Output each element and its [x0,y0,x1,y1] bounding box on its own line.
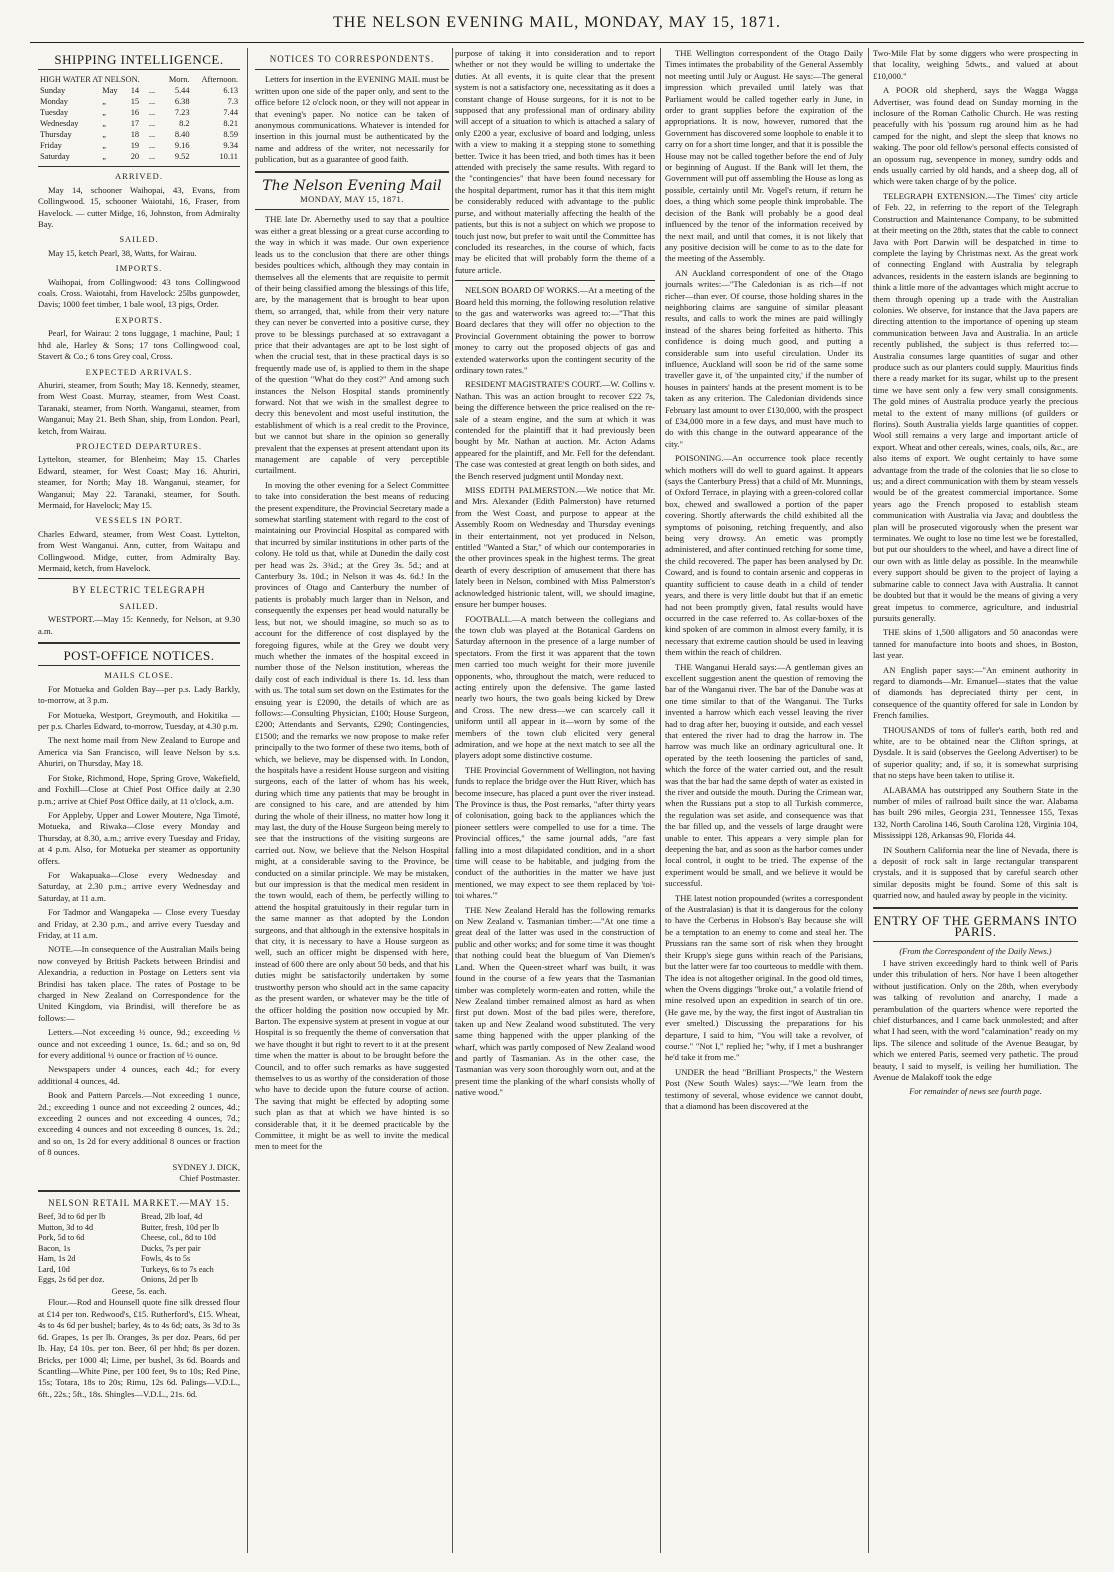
tide-cell: „ [102,108,106,118]
divider [38,665,240,666]
market-item: Bread, 2lb loaf, 4d [141,1211,203,1221]
leader-paragraph: In moving the other evening for a Select Committee to take into consideration the best means of reducing the present expenditure, the Provincial Secretary made a somewhat startling statement with regard to the cost of maintaining our Provincial Hospital as compared with that incurred by similar institutions in other parts of the colony. He told us that, while at Dunedin the daily cost per head was 2s. 3¾d.; at the Grey 3s. 5d.; and at Canterbury 3s. 10d.; in Nelson it was 4s. 6d.! In the provinces of Otago and Canterbury the number of patients is probably much larger than in Nelson, and consequently the expenses per head would naturally be less, but not, we should imagine, so much so as to account for the difference of cost displayed by the foregoing figures, while at the Grey we doubt very much whether the inmates of the hospital exceed in number those of the Nelson institution, whereas the daily cost of each individual is there 1s. 1d. less than with us. The total sum set down on the Estimates for the ensuing year is £2090, the details of which are as follows:—Consulting Physician, £100; House Surgeon, £200; Attendants and Servants, £290; Contingencies, £1500; and the remarks we now propose to make refer principally to the two former of these two items, both of which, we believe, may be dispensed with. In London, the hospitals have a resident House surgeon and visiting surgeons, each of the latter of whom has his week, during which time any patients that may be brought in are consigned to his care, and are attended by him during the whole of their illness, no matter how long it may last, the duty of the House Surgeon being merely to see that the instructions of the visiting surgeons are carried out. Now, we believe that the Nelson Hospital might, at a considerable saving to the Province, be conducted on a similar principle. We may be mistaken, but our impression is that the medical men resident in the town would, each of them, be perfectly willing to attend the hospital gratuitously in their regular turn in the same manner as that adopted by the London surgeons, and that although in the extensive hospitals in that city, it is necessary to have a House surgeon as well, such an officer might be dispensed with here, instead of 600 there are only about 50 beds, and that his duties might be satisfactorily undertaken by some trustworthy person who should act in the same capacity as the present warden, or whatever may be the title of the officer holding the position now occupied by Mr. Barton. The expensive system at present in vogue at our Hospital is so frequently the theme of conversation that we have thought it but right to revert to it at the present time when the matter is about to be brought before the Council, and to offer such remarks as have suggested themselves to us as worthy of the consideration of those who have to decide upon the future course of action. The saving that might be effected by adopting some such plan as that at which we have hinted is so considerable that, it it be deemed practicable by the Committee, it might be as well to invite the medical men to meet for the [255,479,449,1152]
vessels-text: Charles Edward, steamer, from West Coast. Lyttelton, from West Wanganui. Ann, cutter, from Waitapu and Collingwood. Midge, cutter, from Admiralty Bay. Mermaid, ketch, from Havelock. [38,528,240,573]
imports-text: Waihopai, from Collingwood: 43 tons Collingwood coals. Cross. Waiotahi, from Havelock: 25lbs gunpowder, Davis; 1000 feet timber, 1 bale wool, 13 pigs, Order. [38,276,240,310]
market-item: Lard, 10d [38,1264,70,1274]
postage-letters: Letters.—Not exceeding ½ ounce, 9d.; exceeding ½ ounce and not exceeding 1 ounce, 1s. 6d.; and so on, 9d for every additional ½ ounce or fraction of ½ ounce. [38,1027,240,1061]
tide-cell: 7.3 [227,97,238,107]
tide-cell: 7.23 [174,108,190,118]
tide-cell: 9.52 [174,152,190,162]
tide-cell: 9.16 [174,141,190,151]
paper-date: MONDAY, MAY 15, 1871. [300,194,404,205]
article-telegraph: TELEGRAPH EXTENSION.—The Times' city article of Feb. 22, in referring to the report of the Telegraph Construction and Maintenance Company, to be submitted at their meeting on the 28th, states that the cable to connect Java with Port Darwin will be despatched in time to complete the laying by Christmas next. As the great work of connecting England with Australia by telegraph advances, residents in the eastern islands are beginning to think a little more of the advantages which might accrue to them through opening up a trade with the Australian colonies. We observe, for instance that the Java papers are directing attention to the importance of opening up steam communication between Java and Australia. In an article recently published, the subject is thus referred to:—Australia consumes large quantities of sugar and other produce such as our planters could supply. Mauritius finds there a ready market for its sugar, whilst up to the present time we have sent only a few very small consignments. The gold mines of Australia produce yearly the precious metal to the extent of many millions (of guilders or florins). South Australia yields large quantities of copper. Wool still remains a very large and important article of export. Wheat and other cereals, wines, coals, oils, &c., are also items of export. We ought certainly to have some advantage from the trade of the colonies that lie so close to us; and a direct communication with them by steam vessels would be of the greatest commercial importance. Some years ago the French proposed to establish steam communication with Australia via Java; and doubtless the plan will be prosecuted vigorously when the present war terminates. We ought to lose no time lest we be forestalled, but put our shoulders to the wheel, and have a direct line of our own with as little delay as possible. In the meanwhile every support should be given to the project of laying a submarine cable to connect Java with Australia. It cannot be doubted but that it would be the means of giving a very great impetus to commerce, agriculture, and industrial pursuits generally. [873,190,1078,623]
divider [38,69,240,70]
tide-cell: ... [148,130,156,140]
mails-item: For Motueka and Golden Bay—per p.s. Lady Barkly, to-morrow, at 3 p.m. [38,683,240,706]
masthead-rule [30,42,1084,43]
market-title: NELSON RETAIL MARKET.—MAY 15. [48,1197,230,1208]
tide-cell: 16 [130,108,140,118]
divider [38,578,240,579]
postage-note: NOTE.—In consequence of the Australian Mails being now conveyed by British Packets between Brindisi and Alexandria, a reduction in Postage on Letters sent via Brindisi has taken place. The rates of Postage to be charged in New Zealand on Correspondence for the United Kingdom, via Brindisi, will therefore be as follows:— [38,944,240,1023]
notices-text: Letters for insertion in the EVENING MAIL must be written upon one side of the paper only, and sent to the office before 12 o'clock noon, or they will not appear in that evening's paper. No notice can be taken of anonymous communications. Whatever is intended for insertion in this journal must be authenticated by the name and address of the writer, not necessarily for publication, but as a guarantee of good faith. [255,74,449,165]
tide-cell: Wednesday [40,119,79,129]
divider [873,941,1078,942]
masthead-title: THE NELSON EVENING MAIL, MONDAY, MAY 15, 1871. [333,14,781,31]
market-item: Fowls, 4s to 5s [141,1254,191,1264]
tide-cell: ... [148,119,156,129]
vessels-title: VESSELS IN PORT. [95,515,183,526]
post-office-title: POST-OFFICE NOTICES. [63,648,215,664]
article-shepherd: A POOR old shepherd, says the Wagga Wagga Advertiser, was found dead on Sunday morning in the inclosure of the Roman Catholic Church. He was resting peacefully with his 'possum rug around him as he had camped for the night, and slept the sleep that knows no waking. The poor old fellow's personal effects consisted of an opossum rug, sevenpence in money, sundry odds and ends usually carried by old hands, and a sheep dog, all of which were taken charge of by the police. [873,85,1078,187]
tide-cell: Monday [40,97,68,107]
postmaster-signature: SYDNEY J. DICK, [172,1161,240,1172]
article-wellington: THE Provincial Government of Wellington, not having funds to replace the bridge over the Hutt River, which has become insecure, has placed a punt over the river instead. The Province is thus, the Post remarks, "after thirty years of colonisation, going back to the appliances which the pioneer settlers were compelled to use for a time. The Provincial offices," the same journal adds, "are fast falling into a most dilapidated condition, and in a short time will cease to be habitable, and judging from the conduct of the authorities in the matter we have just mentioned, we may expect to see them replaced by 'toi-toi whares.'" [455,764,655,901]
shipping-title: SHIPPING INTELLIGENCE. [54,52,224,67]
column-1 [38,48,240,1553]
exports-text: Pearl, for Wairau: 2 tons luggage, 1 machine, Paul; 1 hhd ale, Harley & Sons; 17 tons Collingwood coal, Stavert & Co.; 6 tons Grey coal, Cross. [38,328,240,362]
market-item: Butter, fresh, 10d per lb [141,1222,219,1232]
article-auckland: AN Auckland correspondent of one of the Otago journals writes:—"The Caledonian is as rich—if not richer—than ever. Of course, those holding shares in the neighboring claims are sanguine of similar pleasant results, and calls to work the mines are paid willingly instead of the shares being forfeited as hitherto. This confidence is doing much good, and putting a considerable sum into useful circulation. Under its influence, Auckland will soon be rid of the same some traveller gave it, of 'the unpainted city,' if the number of houses in painters' hands at the present moment is to be taken as any criterion. The Caledonian dividends since February last amount to over £130,000, with the prospect of £34,000 more in a few days, and must have much to do with this change in the outward appearance of the city." [665,267,863,449]
article-diamonds: AN English paper says:—"An eminent authority in regard to diamonds—Mr. Emanuel—states that the value of diamonds has depreciated thirty per cent, in consequence of the quantity offered for sale in London by French families. [873,664,1078,721]
column-3 [455,48,655,1553]
entry-text: I have striven exceedingly hard to think well of Paris under this tribulation of hers. Nor have I been altogether without justification. Only on the 28th, when everybody was talking of revolution and anarchy, I made a perambulation of the quarters whence were reported the chief disturbances, and I came back unmolested; and after what I had seen, with the word "calamination" ready on my lips. The silence and solitude of the Avenue Beaugar, by which we entered Paris, seemed very pathetic. The proud beauty, I said to myself, is veiling her humiliation. The Avenue de Malakoff took the edge [873,957,1078,1082]
article-california: IN Southern California near the line of Nevada, there is a deposit of rock salt in large rectangular transparent crystals, and it is supposed that by careful search other similar deposits might be found. Some of this salt is quarried now, and hauled away by people in the vicinity. [873,844,1078,901]
article-alabama: ALABAMA has outstripped any Southern State in the number of miles of railroad built since the war. Alabama has built 296 miles, Georgia 231, Tennessee 155, Texas 132, North Carolina 146, South Carolina 128, Virginia 104, Mississippi 128, Arkansas 90, Florida 44. [873,784,1078,841]
tide-cell: ... [148,97,156,107]
tide-cell: 9.34 [223,141,238,151]
article-herald: THE New Zealand Herald has the following remarks on New Zealand v. Tasmanian timber:—"At one time a great deal of the latter was used in the construction of public and other works; and for some time it was thought that nothing could beat the bluegum of Van Diemen's Land. When the Queen-street wharf was built, it was found in the course of a few years that the Tasmanian timber was completely worm-eaten and rotten, while the New Zealand timber remained almost as hard as when first put down. Most of the bad piles were, therefore, taken up and New Zealand wood substituted. The very same thing happened with the upper planking of the wharf, which was partly composed of New Zealand wood and partly of Tasmanian. As in the other case, the Tasmanian was very soon thoroughly worn out, and at the present time the planking of the wharf consists wholly of native wood." [455,904,655,1098]
tide-cell: Thursday [40,130,72,140]
arrived-text: May 14, schooner Waihopai, 43, Evans, from Collingwood. 15, schooner Waiotahi, 16, Fraser, from Havelock. — cutter Midge, 16, Johnston, from Admiralty Bay. [38,184,240,230]
column-4 [665,48,863,1553]
tide-cell: ... [148,86,156,96]
leader-paragraph: THE late Dr. Abernethy used to say that a poultice was either a great blessing or a great curse according to the way in which it was made. Our own experience leads us to the conclusion that there are other things besides poultices which, although they may contain in themselves all the elements that are requisite to permit of their being classified among the blessings of this life, are, by the management that is brought to bear upon them, so arranged, that, while from their very nature they can never be converted into a positive curse, they prove to be blessings purchased at so extravagant a price that their advantages are apt to be lost sight of when the crucial test, that in these practical days is so frequently made use of, is applied to them in the shape of the question "What do they cost?" And among such instances the Nelson Hospital stands prominently forward. Not that we wish in the smallest degree to decry this benevolent and most useful institution, the establishment of which is a real credit to the Province, but we cannot but share in the opinion so generally prevalent that the expenses at present attendant upon its management are capable of very perceptible curtailment. [255,214,449,476]
tide-row [38,151,240,162]
projected-text: Lyttelton, steamer, for Blenheim; May 15. Charles Edward, steamer, for West Coast; May 16. Ahuriri, steamer, for North; May 18. Wanganui, steamer, for Wanganui; May 22. Taranaki, steamer, for South. Mermaid, for Havelock; May 15. [38,454,240,510]
tide-cell: 19 [130,141,140,151]
market-item: Ham, 1s 2d [38,1254,76,1264]
mails-item: For Wakapuaka—Close every Wednesday and Saturday, at 2.30 p.m.; arrive every Wednesday and Saturday, at 11 a.m. [38,869,240,903]
sailed-title: SAILED. [119,234,159,245]
article-wanganui: THE Wanganui Herald says:—A gentleman gives an excellent suggestion anent the question of removing the bar of the Wanganui river. The bar of the Danube was at one time similar to that of the Wanganui. The Turks invented a harrow which each vessel leaving the river had to drag after her, buoying it outside, and each vessel that entered the river had to drag the harrow in. The harrow was much like an ordinary agricultural one. It operated by the teeth loosening the particles of sand, which the force of the water carried out, and the result was that the bar had the same depth of water as existed in the river and outside the mouth. During the Crimean war, when the Russians put a stop to all Turkish commerce, the regulation was set aside, and consequence was that the bar filled up, and the vessels of large draught were unable to enter. This appears a very simple plan for deepening the bar, and as soon as the harbor comes under local control, it ought to be tried. The expense of the experiment would be small, and we believe it would be successful. [665,661,863,889]
article-australasian: THE latest notion propounded (writes a correspondent of the Australasian) is that it is dangerous for the colony to have the Cerberus in Hobson's Bay because she will be a temptation to an enemy to come and steal her. The Prussians ran the same sort of risk when they brought their Krupp's siege guns within reach of the Parisians, but the latter were far too courteous to meddle with them. The idea is not altogether original. In the good old times, when the Ovens diggings "broke out," a volatile friend of mine resolved upon an expedition in search of tin ore. (He gave me, by the way, the first ingot of Australian tin ever smelted.) Discussing the preparations for his departure, I said to him, "You will take a revolver, of course." "Not I," replied he; "why, if I met a bushranger he'd take it from me." [665,892,863,1063]
column-divider [247,48,248,1553]
tide-cell: 8.2 [179,119,190,129]
tide-cell: 6.38 [174,97,190,107]
market-item: Onions, 2d per lb [141,1275,198,1285]
footer-note: For remainder of news see fourth page. [909,1087,1042,1097]
market-item: Beef, 3d to 6d per lb [38,1211,106,1221]
column-divider [660,48,661,1553]
market-item: Turkeys, 6s to 7s each [141,1264,214,1274]
divider [38,166,240,167]
divider [873,907,1078,909]
mails-title: MAILS CLOSE. [104,670,174,681]
telegraph-text: WESTPORT.—May 15: Kennedy, for Nelson, at 9.30 a.m. [38,614,240,636]
tide-cell: 8.21 [223,119,238,129]
postage-newspapers: Newspapers under 4 ounces, each 4d.; for every additional 4 ounces, 4d. [38,1064,240,1086]
tide-row [38,96,240,107]
tide-cell: „ [102,152,106,162]
telegraph-title: BY ELECTRIC TELEGRAPH [72,585,206,596]
divider [255,171,449,173]
market-item: Mutton, 3d to 4d [38,1222,94,1232]
article-board-of-works: NELSON BOARD OF WORKS.—At a meeting of the Board held this morning, the following resolution relative to the gas and waterworks was agreed to:—"That this Board declares that they will offer no objection to the Provincial Government obtaining the power to borrow money to carry out the proposed objects of gas and extended waterworks upon the contingent security of the ordinary town rates." [455,285,655,375]
entry-byline: (From the Correspondent of the Daily News.) [899,947,1052,957]
market-item: Pork, 5d to 6d [38,1233,85,1243]
postage-book: Book and Pattern Parcels.—Not exceeding 1 ounce, 2d.; exceeding 1 ounce and not exceeding 2 ounces, 4d.; exceeding 2 ounces and not exceeding 4 ounces, 7d.; exceeding 4 ounces and not exceeding 8 ounces, 1s. 2d.; and so on, 1s 2d for every additional 8 ounces or fraction of 8 ounces. [38,1090,240,1158]
tide-row [38,85,240,96]
tide-row [38,129,240,140]
imports-title: IMPORTS. [115,263,163,274]
article-prospects: UNDER the head "Brilliant Prospects," the Western Post (New South Wales) says:—"We learn from the testimony of several, whose evidence we cannot doubt, that a diamond has been discovered at the [665,1066,863,1111]
column-divider [868,48,869,1553]
mails-item: For Appleby, Upper and Lower Moutere, Nga Timoté, Motueka, and Riwaka—Close every Monday and Thursday, at 8.30, a.m.; arrive every Tuesday and Friday, at 4 p.m. Also, for Motueka per steamer as opportunity offers. [38,809,240,866]
leader-continuation: purpose of taking it into consideration and to report whether or not they would be willing to undertake the duties. At all events, it is quite clear that the present system is not a satisfactory one, necessitating as it does a constant change of House surgeons, for it is not to be supposed that any professional man of ordinary ability will accept of a situation to which is attached a salary of only £200 a year, exclusive of board and lodging, unless with a view to making it a stepping stone to something better. Twice it has been tried, and both times has it been attended with precisely the same results. With regard to the "contingencies" that have been found necessary for the hospital department, rumor has it that this item might be considerably reduced with advantage to the public purse, and without materially affecting the health of the patients, but this is not a subject on which we propose to touch just now, but prefer to wait until the Committee has concluded its researches, in the course of which, facts may be elicited that will probably form the theme of a future article. [455,48,655,275]
market-more: Flour.—Rod and Hounsell quote fine silk dressed flour at £14 per ton. Redwood's, £15. Rutherford's, £15. Wheat, 4s to 4s 6d per bushel; barley, 4s to 4s 6d; oats, 3s 3d to 3s 6d. Grapes, 1s per lb. Oranges, 3s per doz. Pears, 6d per lb. Hay, £4 10s. per ton. Beer, 6l per hhd; 8s per dozen. Bricks, per 1000 4l; Lime, per bushel, 3s 6d. Boards and Scantling—White Pine, per 100 feet, 9s to 10s; Red Pine, 15s; Totara, 18s to 20s; Rimu, 12s 6d. Palings—V.D.L., 6ft., 22s.; 5ft., 18s. Shingles—V.D.L., 21s. 6d. [38,1297,240,1399]
sailed-text: May 15, ketch Pearl, 38, Watts, for Wairau. [48,247,197,258]
tide-cell: 5.44 [174,86,190,96]
tide-row [38,107,240,118]
paper-masthead: The Nelson Evening Mail [262,177,442,194]
postmaster-title: Chief Postmaster. [179,1173,240,1184]
tide-cell: May [102,86,118,96]
tide-cell: 18 [130,130,140,140]
article-court: RESIDENT MAGISTRATE'S COURT.—W. Collins v. Nathan. This was an action brought to recover £22 7s, being the difference between the price realised on the re-sale of a steam engine, and the sum at which it was contended for the plaintiff that it had previously been bought by Mr. Nathan at auction. Mr. Acton Adams appeared for the plaintiff, and Mr. Fell for the defendant. The case was contested at great length on both sides, and the Bench reserved judgment until Monday next. [455,379,655,481]
mails-item: For Motueka, Westport, Greymouth, and Hokitika — per p.s. Charles Edward, to-morrow, Tuesday, at 4.30 p.m. [38,709,240,732]
tide-header: HIGH WATER AT NELSON. [40,75,140,85]
entry-title: ENTRY OF THE GERMANS INTO PARIS. [873,912,1078,940]
market-geese: Geese, 5s. each. [111,1286,167,1297]
market-item: Ducks, 7s per pair [141,1243,201,1253]
market-right [141,1212,240,1286]
tide-cell: „ [102,130,106,140]
tide-cell: 15 [130,97,140,107]
tide-cell: ... [148,141,156,151]
divider [255,209,449,210]
mails-item: For Tadmor and Wangapeka — Close every Tuesday and Friday, at 2.30 p.m., and arrive every Tuesday and Friday, at 11 a.m. [38,907,240,940]
column-2 [255,48,449,1553]
article-otago: THE Wellington correspondent of the Otago Daily Times intimates the probability of the General Assembly not meeting until July or August. He says:—The general impression which prevailed until lately was that Parliament would be called together early in June, in order to grant supplies before the expiration of the appropriations. It is now, however, rumored that the Government has discovered some loophole to enable it to carry on for a short time longer, and that it is possible the House may not be called together before the end of July or beginning of August. If the Bank will let them, the Government will put off assembling the House as long as possible, certainly until Mr. Vogel's return, if return he does, a thing which some people think improbable. The decision of the Bank will probably be a good deal influenced by the tenor of the information received by the next mail, and until that comes, it is not likely that any positive decision will be come to as to the date for the meeting of the Assembly. [665,48,863,264]
tide-cell: ... [148,108,156,118]
tide-cell: 10.11 [219,152,238,162]
market-left [38,1212,137,1286]
tide-row [38,140,240,151]
tide-cell: 14 [130,86,140,96]
divider [38,642,240,644]
article-fullers-earth: THOUSANDS of tons of fuller's earth, both red and white, are to be obtained near the Clifton springs, at Dysdale. It is said (observes the Geelong Advertiser) to be of superior quality; and, if so, it is somewhat surprising that no steps have been taken to utilise it. [873,724,1078,781]
tide-cell: ... [148,152,156,162]
market-item: Eggs, 2s 6d per doz. [38,1275,105,1285]
arrived-title: ARRIVED. [115,171,163,182]
article-alligators: THE skins of 1,500 alligators and 50 anacondas were tanned for manufacture into boots and shoes, in Boston, last year. [873,627,1078,661]
notices-title: NOTICES TO CORRESPONDENTS. [269,54,435,64]
expected-text: Ahuriri, steamer, from South; May 18. Kennedy, steamer, from West Coast. Murray, steamer, from West Coast. Taranaki, steamer, from North. Wanganui, steamer, from Wanganui; May 21. Beth Shan, ship, from London. Pearl, ketch, from Wairau. [38,379,240,436]
expected-title: EXPECTED ARRIVALS. [85,366,193,377]
tide-table [38,74,240,162]
tide-cell: Friday [40,141,62,151]
divider [255,69,449,70]
mails-item: For Stoke, Richmond, Hope, Spring Grove, Wakefield, and Foxhill—Close at Chief Post Office daily at 2.30 p.m.; arrive at Chief Post Office daily, at 11 o'clock, a.m. [38,772,240,806]
tide-header-afternoon: Afternoon. [201,75,238,85]
tide-cell: „ [102,97,106,107]
divider [38,1190,240,1192]
tide-cell: 8.40 [174,130,190,140]
telegraph-sub: SAILED. [119,600,159,611]
tide-cell: 8.59 [223,130,238,140]
article-palmerston: MISS EDITH PALMERSTON.—We notice that Mr. and Mrs. Alexander (Edith Palmerston) have returned from the West Coast, and purpose to appear at the Assembly Room on Wednesday and Thursday evenings in their entertainment, not yet produced in Nelson, entitled "Wanted a Star," of which our contemporaries in the other provinces speak in the highest terms. The great dearth of every description of amusement that there has lately been in Nelson, combined with Miss Palmerston's acknowledged histrionic talent, will, we should imagine, ensure her bumper houses. [455,485,655,610]
tide-row [38,118,240,129]
tide-cell: 7.44 [223,108,238,118]
tide-cell: 17 [130,119,140,129]
market-prices [38,1212,240,1286]
exports-title: EXPORTS. [115,314,163,325]
mails-item: The next home mail from New Zealand to Europe and America via San Francisco, will leave Nelson by s.s. Ahuriri, on Thursday, May 18. [38,735,240,769]
tide-cell: 6.13 [223,86,238,96]
column-divider [452,48,453,1553]
article-poisoning: POISONING.—An occurrence took place recently which mothers will do well to guard against. It appears (says the Canterbury Press) that a child of Mr. Munnings, of Oxford Terrace, in playing with a green-colored collar box, chewed and swallowed a portion of the paper covering. Shortly afterwards the child exhibited all the symptoms of poisoning, retching frequently, and also being very drowsy. An emetic was promptly administered, and after continued retching for some time, the child recovered. The paper has been analysed by Dr. Coward, and is found to contain arsenic and copperas in quantity sufficient to cause death in a child of tender years, and there is very little doubt but that if an emetic had not been promptly given, fatal results would have occurred in the case referred to. As collar-boxes of the kind spoken of are common in almost every family, it is necessary that extreme caution should be used in leaving them within the reach of children. [665,453,863,658]
tide-cell: „ [102,119,106,129]
column-5 [873,48,1078,1553]
tide-cell: Sunday [40,86,66,96]
projected-title: PROJECTED DEPARTURES. [76,440,202,451]
tide-header-morn: Morn. [168,75,190,85]
market-item: Bacon, 1s [38,1243,71,1253]
market-item: Cheese, col., 8d to 10d [141,1233,216,1243]
tide-cell: Saturday [40,152,70,162]
tide-cell: 20 [130,152,140,162]
prospects-continuation: Two-Mile Flat by some diggers who were prospecting in that locality, weighing 5dwts., and valued at about £10,000." [873,48,1078,81]
tide-cell: Tuesday [40,108,69,118]
tide-header-row [38,74,240,85]
divider [455,280,655,281]
article-football: FOOTBALL.—A match between the collegians and the town club was played at the Botanical Gardens on Saturday afternoon in the presence of a large number of spectators. From the first it was apparent that the town men carried too much weight for their more juvenile opponents, who, throughout the match, were reduced to acting entirely upon the defensive. The game lasted nearly two hours, the two goals being kicked by Drew and Cross. The new dress—we can scarcely call it uniform until all appear in it—worn by some of the members of the town club elicited very general admiration, and we hope at the next match to see all the players adopt some distinctive costume. [455,613,655,761]
tide-cell: „ [102,141,106,151]
